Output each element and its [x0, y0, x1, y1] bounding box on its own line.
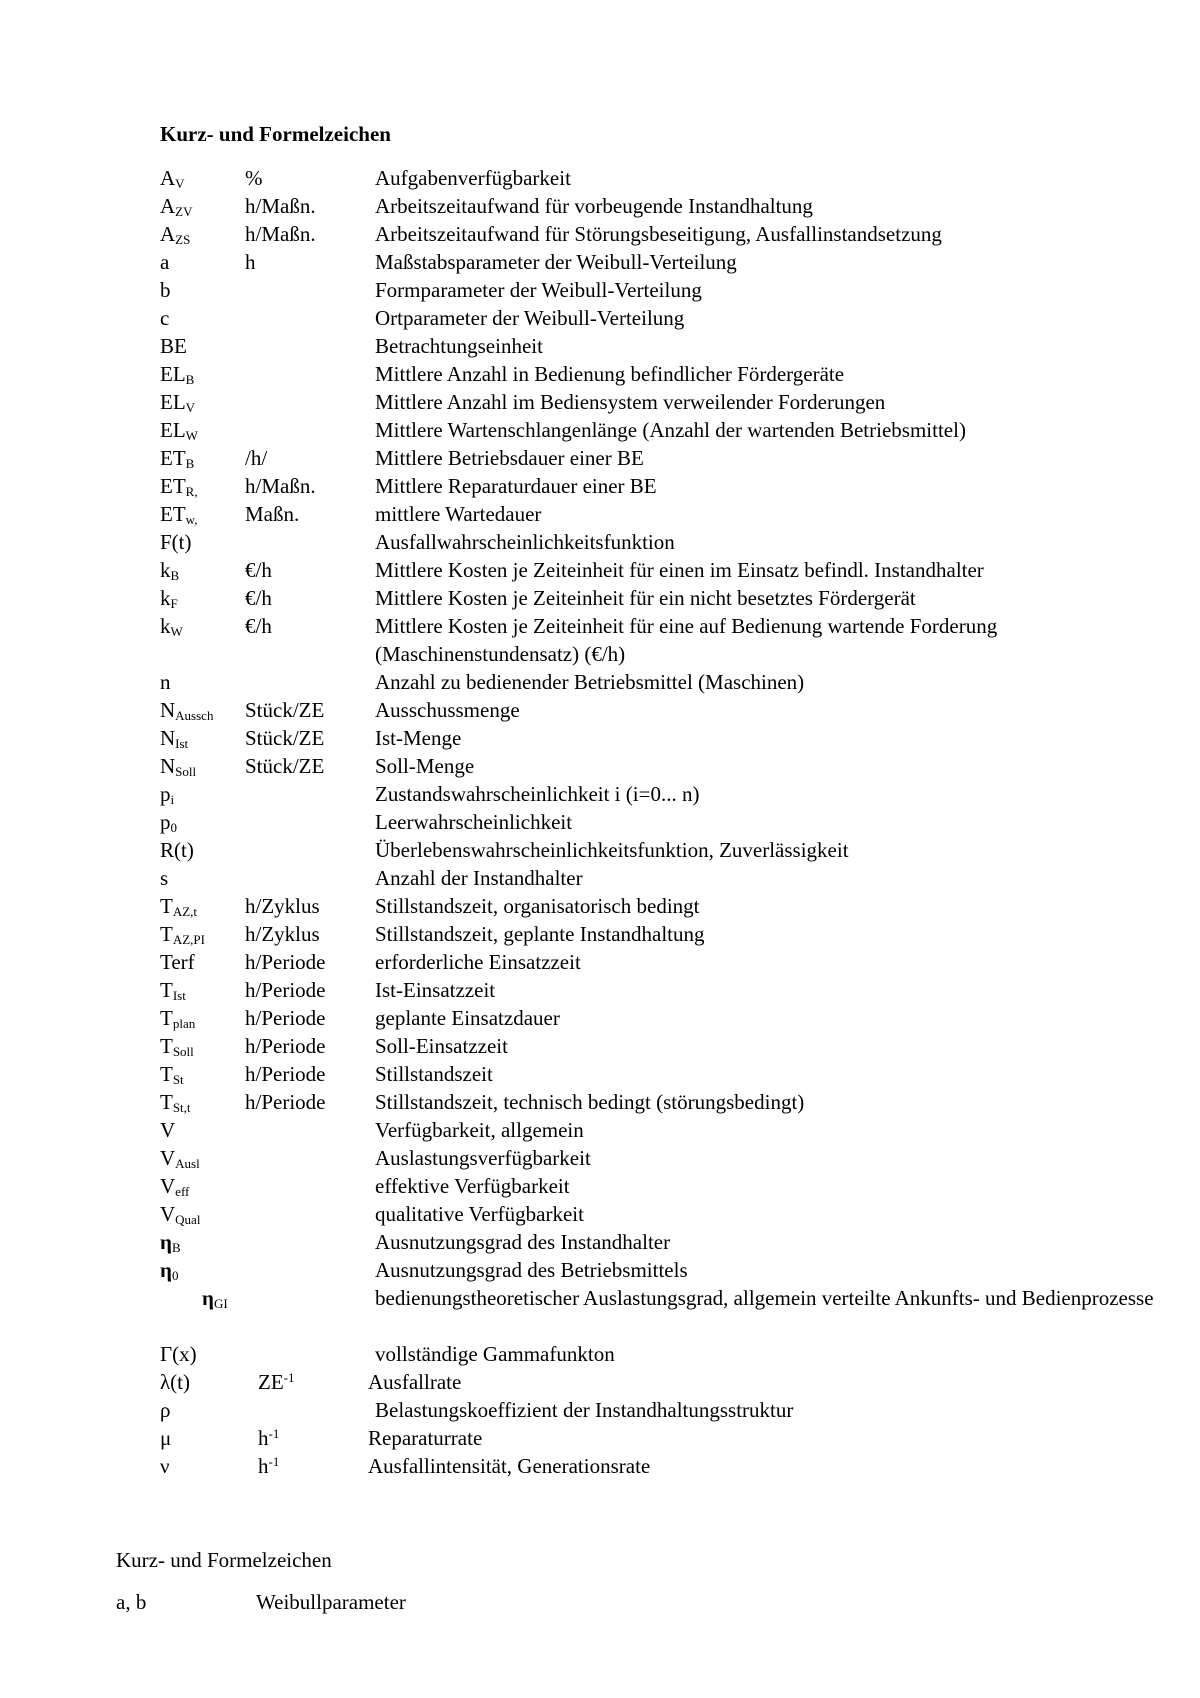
- unit: [245, 724, 324, 752]
- symbol-row: [160, 1368, 1160, 1396]
- symbol-row: [160, 892, 1160, 920]
- description: Mittlere Kosten je Zeiteinheit für ein nicht besetztes Fördergerät: [375, 586, 916, 610]
- symbol-subscript: Ist: [172, 988, 186, 1003]
- description: Ist-Menge: [375, 726, 462, 750]
- symbol-row: [160, 864, 1160, 892]
- symbol: [160, 696, 213, 724]
- description: Ausnutzungsgrad des Betriebsmittels: [375, 1258, 688, 1282]
- unit-base: h/Periode: [245, 1090, 326, 1114]
- unit-base: h/Periode: [245, 1006, 326, 1030]
- symbol: [160, 248, 169, 276]
- description: Mittlere Wartenschlangenlänge (Anzahl der wartenden Betriebsmittel): [375, 418, 966, 442]
- symbol-row: [160, 220, 1160, 248]
- symbol-subscript: 0: [171, 1268, 179, 1283]
- description: geplante Einsatzdauer: [375, 1006, 560, 1030]
- symbol: [160, 976, 186, 1004]
- unit-base: Maßn.: [245, 502, 300, 526]
- symbol-base: N: [160, 754, 176, 778]
- symbol-base: EL: [160, 362, 186, 386]
- unit: [245, 1088, 325, 1116]
- symbol-subscript: eff: [175, 1184, 190, 1199]
- symbol: [160, 472, 198, 500]
- unit-base: h/Periode: [245, 1034, 326, 1058]
- unit-base: Stück/ZE: [245, 726, 325, 750]
- symbol-row: [160, 164, 1160, 192]
- symbol-row: [160, 612, 1160, 668]
- description: Betrachtungseinheit: [375, 334, 543, 358]
- symbol-base: A: [160, 194, 176, 218]
- symbol: [160, 1032, 194, 1060]
- symbol-subscript: GI: [213, 1296, 228, 1311]
- symbol: [160, 1256, 178, 1284]
- symbol-row: [160, 1424, 1160, 1452]
- description: Mittlere Kosten je Zeiteinheit für einen im Einsatz befindl. Instandhalter: [375, 558, 984, 582]
- symbol-base: V: [160, 1174, 176, 1198]
- unit-superscript: -1: [268, 1426, 280, 1441]
- symbol-subscript: B: [171, 1240, 181, 1255]
- symbol-base: V: [160, 1118, 176, 1142]
- symbol-base: Γ(x): [160, 1342, 197, 1366]
- symbol-row: [160, 1284, 1160, 1340]
- unit: [245, 472, 316, 500]
- symbol-row: [160, 416, 1160, 444]
- symbol: [160, 836, 194, 864]
- symbol-base: λ(t): [160, 1370, 191, 1394]
- description: Soll-Menge: [375, 754, 475, 778]
- unit-base: %: [245, 166, 263, 190]
- description: mittlere Wartedauer: [375, 502, 542, 526]
- symbol-base: EL: [160, 390, 186, 414]
- description: Ausschussmenge: [375, 698, 520, 722]
- symbol-base: ν: [160, 1454, 170, 1478]
- unit: [258, 1452, 279, 1480]
- symbol-base: V: [160, 1146, 176, 1170]
- symbol: [160, 164, 185, 192]
- description: Weibullparameter: [256, 1590, 406, 1614]
- unit-base: h/Zyklus: [245, 922, 320, 946]
- page-title: Kurz- und Formelzeichen: [160, 122, 391, 146]
- symbol: [160, 584, 178, 612]
- symbol-base: k: [160, 586, 171, 610]
- symbol-base: a: [160, 250, 170, 274]
- symbol-base: T: [160, 922, 173, 946]
- symbol-subscript: 0: [170, 820, 177, 835]
- symbol: [160, 528, 192, 556]
- symbol-subscript: W: [170, 624, 183, 639]
- unit: [245, 1060, 325, 1088]
- symbol-row: [160, 724, 1160, 752]
- symbol: [160, 920, 205, 948]
- unit: [245, 976, 325, 1004]
- symbol-base: p: [160, 782, 171, 806]
- description: Ausfallwahrscheinlichkeitsfunktion: [375, 530, 675, 554]
- symbol-row: [160, 388, 1160, 416]
- symbol-base: n: [160, 670, 171, 694]
- symbol-subscript: St,t: [172, 1100, 191, 1115]
- symbol-base: Terf: [160, 950, 195, 974]
- symbol: [160, 332, 187, 360]
- symbol: [160, 1172, 189, 1200]
- unit: [245, 1032, 325, 1060]
- symbol-base: η: [160, 1230, 172, 1254]
- symbol: [160, 668, 171, 696]
- unit-base: h: [258, 1454, 269, 1478]
- symbol: [160, 556, 179, 584]
- symbol-subscript: R,: [185, 484, 198, 499]
- symbol: [160, 808, 177, 836]
- description: Mittlere Kosten je Zeiteinheit für eine auf Bedienung wartende Forderung (Maschinenstundensatz) (€/h): [375, 614, 998, 666]
- symbol-row: [160, 528, 1160, 556]
- symbol-base: T: [160, 1006, 173, 1030]
- symbol-base: T: [160, 1034, 173, 1058]
- symbol-subscript: Soll: [172, 1044, 194, 1059]
- unit-base: h/Maßn.: [245, 194, 316, 218]
- symbol: [160, 780, 174, 808]
- symbol-subscript: Aussch: [175, 708, 214, 723]
- symbol-row: [160, 1396, 1160, 1424]
- symbol-subscript: B: [185, 372, 195, 387]
- unit: [258, 1424, 279, 1452]
- symbol: [160, 1060, 184, 1088]
- symbol-base: ET: [160, 474, 186, 498]
- symbol-table: [160, 164, 1160, 1480]
- symbol-row: [160, 304, 1160, 332]
- symbol-base: ET: [160, 446, 186, 470]
- symbol-base: F(t): [160, 530, 192, 554]
- description: Zustandswahrscheinlichkeit i (i=0... n): [375, 782, 700, 806]
- symbol-base: k: [160, 614, 171, 638]
- symbol: [160, 276, 171, 304]
- symbol-subscript: V: [185, 400, 196, 415]
- symbol-base: s: [160, 866, 169, 890]
- symbol-base: R(t): [160, 838, 194, 862]
- symbol-subscript: plan: [172, 1016, 196, 1031]
- symbol-subscript: Ausl: [175, 1156, 200, 1171]
- symbol-row: [160, 1228, 1160, 1256]
- symbol: [160, 1340, 197, 1368]
- unit-superscript: -1: [283, 1370, 295, 1385]
- description: Stillstandszeit, technisch bedingt (störungsbedingt): [375, 1090, 805, 1114]
- unit-base: h/Periode: [245, 1062, 326, 1086]
- symbol-row: [160, 276, 1160, 304]
- symbol: [160, 864, 168, 892]
- symbol-base: μ: [160, 1426, 172, 1450]
- symbol-subscript: B: [170, 568, 180, 583]
- symbol-base: k: [160, 558, 171, 582]
- unit-base: h/Periode: [245, 978, 326, 1002]
- symbol-base: T: [160, 1062, 173, 1086]
- symbol-subscript: F: [170, 596, 178, 611]
- symbol-base: η: [160, 1258, 172, 1282]
- symbol-row: [160, 1032, 1160, 1060]
- symbol-row: [160, 1256, 1160, 1284]
- symbol: [160, 1424, 171, 1452]
- description: Maßstabsparameter der Weibull-Verteilung: [375, 250, 737, 274]
- symbol-row: [160, 444, 1160, 472]
- symbol: [160, 892, 197, 920]
- unit: [245, 612, 272, 640]
- symbol-subscript: AZ,t: [172, 904, 198, 919]
- symbol: [160, 1452, 170, 1480]
- symbol-base: η: [202, 1286, 214, 1310]
- symbol-row: [160, 948, 1160, 976]
- symbol-base: T: [160, 1090, 173, 1114]
- symbol: a, b: [116, 1590, 147, 1614]
- description: Ausfallintensität, Generationsrate: [368, 1454, 651, 1478]
- description: Anzahl der Instandhalter: [375, 866, 583, 890]
- description: Ist-Einsatzzeit: [375, 978, 496, 1002]
- symbol: [160, 752, 196, 780]
- symbol-row: [160, 1144, 1160, 1172]
- symbol-row: [160, 752, 1160, 780]
- symbol-row: [160, 1172, 1160, 1200]
- description: bedienungstheoretischer Auslastungsgrad, allgemein verteilte Ankunfts- und Bedienprozesse: [375, 1286, 1154, 1310]
- unit-base: Stück/ZE: [245, 754, 325, 778]
- description: Mittlere Reparaturdauer einer BE: [375, 474, 657, 498]
- unit: [245, 164, 263, 192]
- unit: [245, 584, 272, 612]
- unit: [245, 696, 324, 724]
- unit-base: h/Maßn.: [245, 474, 316, 498]
- symbol-subscript: Ist: [175, 736, 189, 751]
- symbol: [160, 1228, 181, 1256]
- unit: [245, 752, 324, 780]
- description: Anzahl zu bedienender Betriebsmittel (Maschinen): [375, 670, 805, 694]
- symbol: [160, 612, 183, 640]
- unit: [245, 920, 320, 948]
- unit: [258, 1368, 295, 1396]
- symbol-base: N: [160, 698, 176, 722]
- symbol-base: c: [160, 306, 170, 330]
- symbol-subscript: W: [185, 428, 198, 443]
- symbol-row: [160, 920, 1160, 948]
- unit: [245, 248, 256, 276]
- symbol-row: [160, 1340, 1160, 1368]
- symbol-subscript: ZS: [175, 232, 191, 247]
- description: Ausnutzungsgrad des Instandhalter: [375, 1230, 671, 1254]
- symbol: [160, 1200, 200, 1228]
- description: Ortparameter der Weibull-Verteilung: [375, 306, 685, 330]
- description: Mittlere Anzahl im Bediensystem verweilender Forderungen: [375, 390, 886, 414]
- symbol-base: ρ: [160, 1398, 171, 1422]
- unit-base: Stück/ZE: [245, 698, 325, 722]
- description: Mittlere Anzahl in Bedienung befindlicher Fördergeräte: [375, 362, 845, 386]
- unit-base: €/h: [245, 558, 272, 582]
- symbol-base: b: [160, 278, 171, 302]
- symbol-row: [160, 1452, 1160, 1480]
- unit-base: h/Periode: [245, 950, 326, 974]
- symbol-base: ET: [160, 502, 186, 526]
- description: qualitative Verfügbarkeit: [375, 1202, 584, 1226]
- symbol: [160, 192, 193, 220]
- symbol-row: [160, 1116, 1160, 1144]
- symbol-row: [160, 584, 1160, 612]
- symbol-subscript: AZ,PI: [172, 932, 205, 947]
- symbol-base: p: [160, 810, 171, 834]
- description: Belastungskoeffizient der Instandhaltungsstruktur: [375, 1398, 794, 1422]
- description: effektive Verfügbarkeit: [375, 1174, 570, 1198]
- unit-base: €/h: [245, 586, 272, 610]
- symbol: [160, 220, 190, 248]
- description: Auslastungsverfügbarkeit: [375, 1146, 591, 1170]
- symbol-subscript: Qual: [175, 1212, 201, 1227]
- description: Reparaturrate: [368, 1426, 483, 1450]
- symbol-subscript: V: [175, 176, 185, 191]
- symbol-base: T: [160, 894, 173, 918]
- symbol-row: [160, 696, 1160, 724]
- description: Stillstandszeit, geplante Instandhaltung: [375, 922, 705, 946]
- symbol: [160, 1144, 200, 1172]
- description: Formparameter der Weibull-Verteilung: [375, 278, 702, 302]
- unit-base: h: [258, 1426, 269, 1450]
- symbol-row: [160, 1004, 1160, 1032]
- symbol-subscript: St: [172, 1072, 184, 1087]
- symbol: [160, 388, 195, 416]
- symbol-subscript: ZV: [175, 204, 193, 219]
- unit-superscript: -1: [268, 1454, 280, 1469]
- unit: [245, 948, 325, 976]
- symbol: [160, 416, 198, 444]
- symbol-subscript: i: [170, 792, 175, 807]
- unit-base: /h/: [245, 446, 268, 470]
- unit: [245, 556, 272, 584]
- unit: [245, 220, 316, 248]
- symbol: [160, 1116, 175, 1144]
- symbol-row: [160, 556, 1160, 584]
- unit-base: €/h: [245, 614, 272, 638]
- description: vollständige Gammafunkton: [375, 1342, 615, 1366]
- description: Ausfallrate: [368, 1370, 462, 1394]
- symbol-row: [160, 1200, 1160, 1228]
- description: Verfügbarkeit, allgemein: [375, 1118, 584, 1142]
- symbol: [160, 360, 194, 388]
- symbol-base: T: [160, 978, 173, 1002]
- symbol-base: EL: [160, 418, 186, 442]
- symbol-subscript: B: [185, 456, 195, 471]
- symbol-row: [160, 808, 1160, 836]
- section-row: [116, 1590, 716, 1620]
- symbol-row: [160, 472, 1160, 500]
- symbol: [160, 304, 169, 332]
- unit: [245, 444, 267, 472]
- symbol-base: V: [160, 1202, 176, 1226]
- symbol-row: [160, 1060, 1160, 1088]
- description: erforderliche Einsatzzeit: [375, 950, 581, 974]
- description: Überlebenswahrscheinlichkeitsfunktion, Zuverlässigkeit: [375, 838, 849, 862]
- unit-base: h/Zyklus: [245, 894, 320, 918]
- symbol-row: [160, 780, 1160, 808]
- symbol-row: [160, 976, 1160, 1004]
- symbol-row: [160, 248, 1160, 276]
- description: Stillstandszeit, organisatorisch bedingt: [375, 894, 700, 918]
- unit: [245, 1004, 325, 1032]
- symbol-row: [160, 192, 1160, 220]
- unit: [245, 192, 316, 220]
- description: Stillstandszeit: [375, 1062, 493, 1086]
- symbol: [160, 444, 194, 472]
- symbol: [160, 500, 197, 528]
- unit-base: ZE: [258, 1370, 284, 1394]
- unit-base: h/Maßn.: [245, 222, 316, 246]
- symbol-row: [160, 332, 1160, 360]
- unit: [245, 892, 320, 920]
- section-title: Kurz- und Formelzeichen: [116, 1548, 332, 1572]
- symbol-row: [160, 668, 1160, 696]
- symbol: [160, 1088, 191, 1116]
- description: Arbeitszeitaufwand für vorbeugende Instandhaltung: [375, 194, 813, 218]
- symbol: [160, 724, 188, 752]
- symbol-row: [160, 360, 1160, 388]
- symbol: [160, 1396, 170, 1424]
- symbol-row: [160, 836, 1160, 864]
- symbol: [160, 1368, 190, 1396]
- symbol-base: N: [160, 726, 176, 750]
- description: Leerwahrscheinlichkeit: [375, 810, 573, 834]
- symbol: [202, 1284, 228, 1312]
- unit: [245, 500, 299, 528]
- symbol: [160, 1004, 195, 1032]
- symbol-base: A: [160, 222, 176, 246]
- symbol-row: [160, 1088, 1160, 1116]
- symbol-subscript: Soll: [175, 764, 197, 779]
- symbol: [160, 948, 195, 976]
- symbol-base: A: [160, 166, 176, 190]
- unit-base: h: [245, 250, 256, 274]
- symbol-subscript: w,: [185, 512, 198, 527]
- symbol-row: [160, 500, 1160, 528]
- description: Mittlere Betriebsdauer einer BE: [375, 446, 644, 470]
- description: Aufgabenverfügbarkeit: [375, 166, 571, 190]
- symbol-base: BE: [160, 334, 187, 358]
- description: Arbeitszeitaufwand für Störungsbeseitigung, Ausfallinstandsetzung: [375, 222, 942, 246]
- description: Soll-Einsatzzeit: [375, 1034, 508, 1058]
